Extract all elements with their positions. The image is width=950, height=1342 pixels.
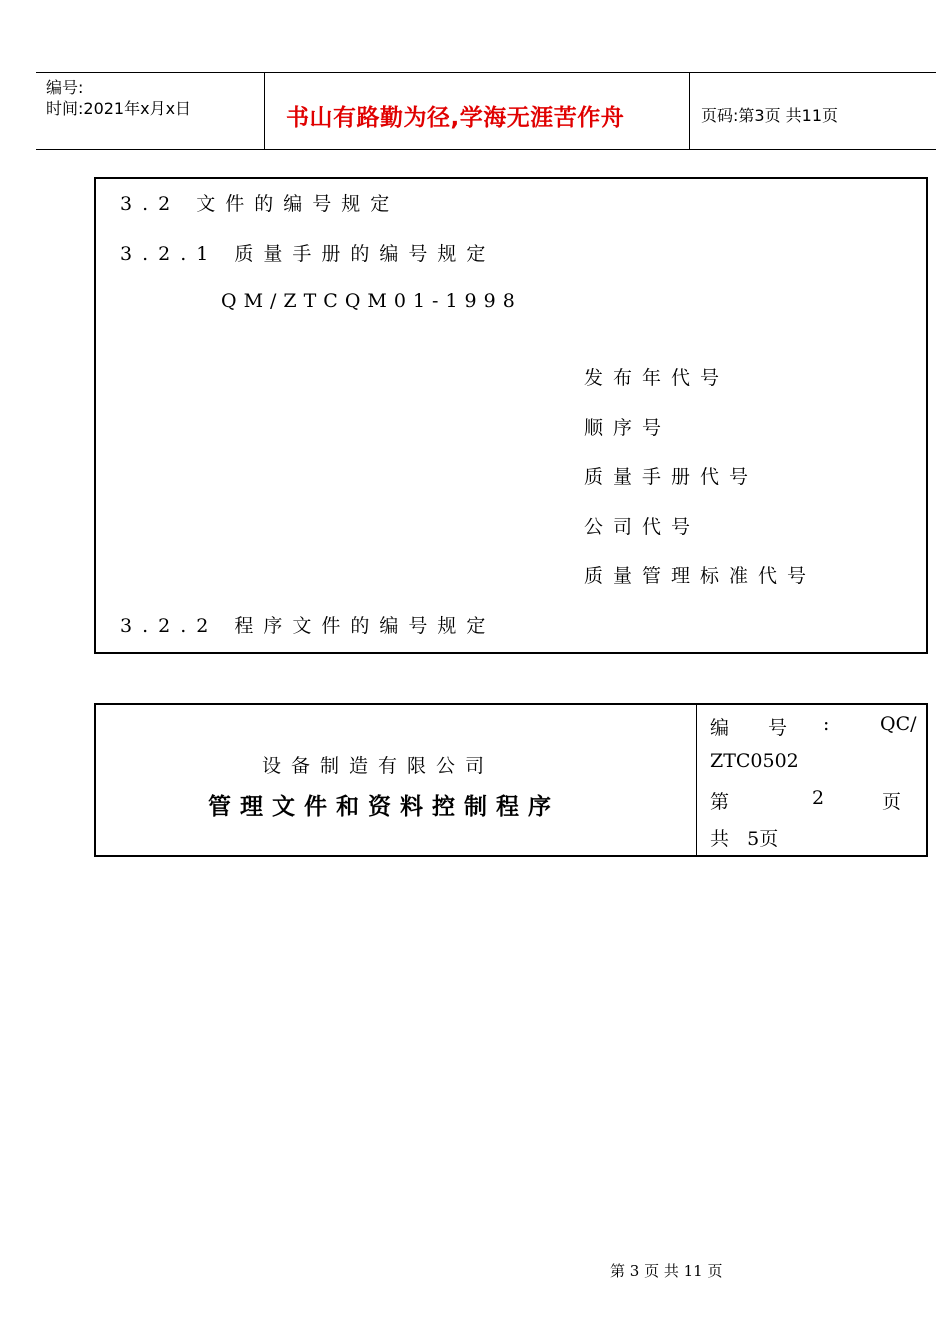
numbering-rules-box (94, 177, 928, 654)
number-value: QC/ (880, 713, 917, 735)
page-suffix: 页 (882, 791, 902, 813)
section-heading: 3.2 文件的编号规定 (120, 193, 400, 215)
legend-item: 质量管理标准代号 (584, 565, 817, 587)
page-number: 2 (812, 787, 825, 809)
legend-item: 顺序号 (584, 417, 672, 439)
total-pages: 共 5页 (710, 828, 779, 850)
subsection-heading: 3.2.1 质量手册的编号规定 (120, 243, 496, 265)
number-label: 编 (710, 717, 730, 739)
header-divider (689, 73, 690, 149)
number-value-cont: ZTC0502 (710, 750, 799, 772)
header-number-label: 编号: (46, 78, 84, 97)
header-divider (264, 73, 265, 149)
legend-item: 发布年代号 (584, 367, 730, 389)
company-name: 设备制造有限公司 (262, 755, 495, 777)
legend-item: 质量手册代号 (584, 466, 759, 488)
subsection-heading: 3.2.2 程序文件的编号规定 (120, 615, 496, 637)
header-page-info: 页码:第3页 共11页 (701, 106, 839, 125)
document-title-block (94, 703, 928, 857)
header-slogan: 书山有路勤为径,学海无涯苦作舟 (286, 105, 625, 131)
document-title: 管理文件和资料控制程序 (208, 793, 560, 820)
page-prefix: 第 (710, 791, 730, 813)
number-colon: : (823, 713, 830, 735)
page-header (36, 72, 936, 150)
manual-code: QM/ZTCQM01-1998 (221, 290, 522, 312)
legend-item: 公司代号 (584, 516, 701, 538)
number-label-2: 号 (768, 717, 788, 739)
header-left (46, 77, 191, 119)
header-date: 时间:2021年x月x日 (46, 99, 192, 118)
title-block-divider (696, 705, 697, 855)
page-footer: 第 3 页 共 11 页 (610, 1262, 723, 1280)
